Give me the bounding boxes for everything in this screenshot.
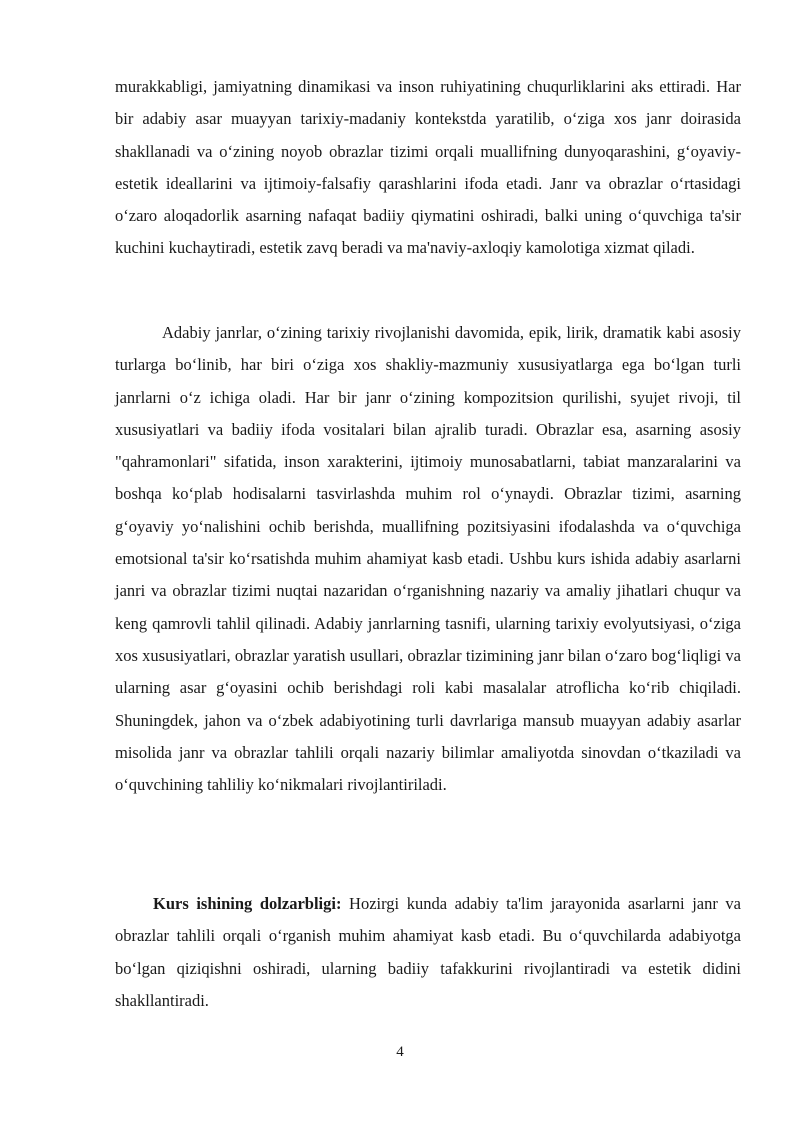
relevance-body: Hozirgi kunda adabiy ta'lim jarayonida asarlarni janr va obrazlar tahlili orqali o‘rganish muhim ahamiyat kasb etadi. Bu o‘quvchilarda adabiyotga bo‘lgan qiziqishni oshiradi, ularning badiiy tafakkurini rivojlantiradi va estetik didini shakllantiradi. <box>115 894 742 1010</box>
relevance-heading: Kurs ishining dolzarbligi: <box>153 894 342 913</box>
paragraph-relevance <box>115 888 741 1017</box>
paragraph-continuation: murakkabligi, jamiyatning dinamikasi va inson ruhiyatining chuqurliklarini aks ettiradi. Har bir adabiy asar muayyan tarixiy-madaniy kontekstda yaratilib, o‘ziga xos janr doirasida shakllanadi va o‘zining noyob obrazlar tizimi orqali muallifning dunyoqarashini, g‘oyaviy-estetik ideallarini va ijtimoiy-falsafiy qarashlarini ifoda etadi. Janr va obrazlar o‘rtasidagi o‘zaro aloqadorlik asarning nafaqat badiiy qiymatini oshiradi, balki uning o‘quvchiga ta'sir kuchini kuchaytiradi, estetik zavq beradi va ma'naviy-axloqiy kamolotiga xizmat qiladi. <box>115 77 741 258</box>
page-number: 4 <box>396 1044 404 1060</box>
paragraph-genres-and-images: Adabiy janrlar, o‘zining tarixiy rivojlanishi davomida, epik, lirik, dramatik kabi asosiy turlarga bo‘linib, har biri o‘ziga xos shakliy-mazmuniy xususiyatlarga ega bo‘lgan turli janrlarni o‘z ichiga oladi. Har bir janr o‘zining kompozitsion qurilishi, syujet rivoji, til xususiyatlari va badiiy ifoda vositalari bilan ajralib turadi. Obrazlar esa, asarning asosiy "qahramonlari" sifatida, inson xarakterini, ijtimoiy munosabatlarni, tabiat manzaralarini va boshqa ko‘plab hodisalarni tasvirlashda muhim rol o‘ynaydi. Obrazlar tizimi, asarning g‘oyaviy yo‘nalishini ochib berishda, muallifning pozitsiyasini ifodalashda va o‘quvchiga emotsional ta'sir ko‘rsatishda muhim ahamiyat kasb etadi. Ushbu kurs ishida adabiy asarlarni janri va obrazlar tizimi nuqtai nazaridan o‘rganishning nazariy va amaliy jihatlari chuqur va keng qamrovli tahlil qilinadi. Adabiy janrlarning tasnifi, ularning tarixiy evolyutsiyasi, o‘ziga xos xususiyatlari, obrazlar yaratish usullari, obrazlar tizimining janr bilan o‘zaro bog‘liqligi va ularning asar g‘oyasini ochib berishdagi roli kabi masalalar atroflicha ko‘rib chiqiladi. Shuningdek, jahon va o‘zbek adabiyotining turli davrlariga mansub muayyan adabiy asarlar misolida janr va obrazlar tahlili orqali nazariy bilimlar amaliyotda sinovdan o‘tkaziladi va o‘quvchining tahliliy ko‘nikmalari rivojlantiriladi. <box>115 323 741 795</box>
